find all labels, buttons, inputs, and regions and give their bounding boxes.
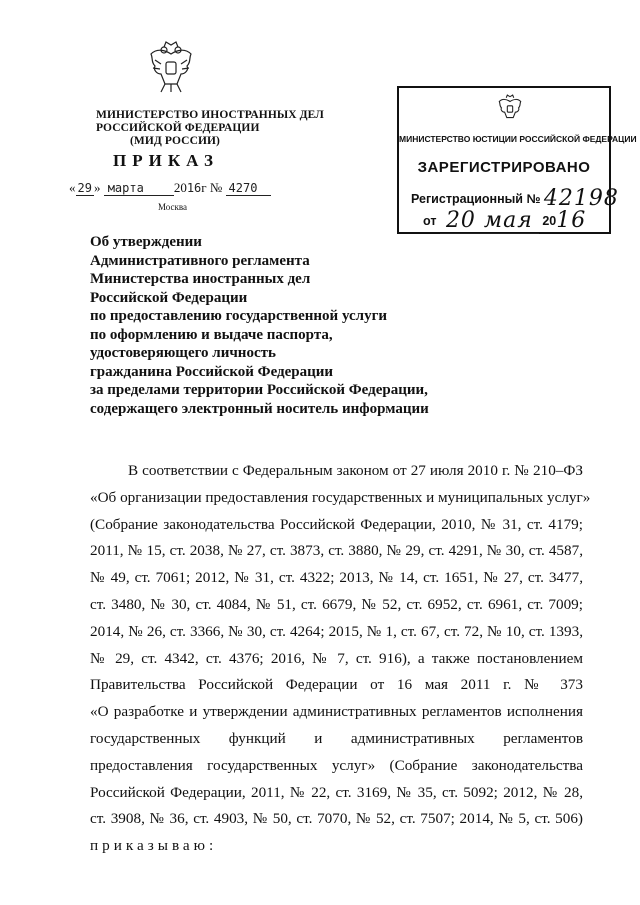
body-line: ст. 3480, № 30, ст. 4084, № 51, ст. 6679, № 52, ст. 6952, ст. 6961, ст. 7009; xyxy=(90,595,583,613)
title-line: Административного регламента xyxy=(90,252,310,269)
stamp-ministry: МИНИСТЕРСТВО ЮСТИЦИИ РОССИЙСКОЙ ФЕДЕРАЦИИ xyxy=(399,134,637,144)
title-line: Российской Федерации xyxy=(90,289,248,306)
city-label: Москва xyxy=(158,202,187,212)
body-line: 2011, № 15, ст. 2038, № 27, ст. 3873, ст. 3880, № 29, ст. 4291, № 30, ст. 4587, xyxy=(90,542,583,560)
order-date-line: « 29 » марта 2016г № 4270 xyxy=(69,180,271,196)
title-line: удостоверяющего личность xyxy=(90,345,276,361)
body-line: ст. 3908, № 36, ст. 4903, № 50, ст. 7070, № 52, ст. 7507; 2014, № 5, ст. 506) xyxy=(90,810,583,828)
stamp-year-handwritten: 16 xyxy=(556,208,587,233)
body-line: Правительства Российской Федерации от 16 мая 2011 г. № 373 xyxy=(90,676,583,694)
stamp-year-prefix: 20 xyxy=(542,214,557,228)
title-line: по предоставлению государственной услуги xyxy=(90,308,388,324)
stamp-reg-number: 42198 xyxy=(543,186,619,211)
body-line: государственных функций и административных регламентов xyxy=(90,729,583,747)
stamp-date-handwritten: 20 мая xyxy=(440,208,539,234)
title-line: Об утверждении xyxy=(90,234,202,250)
order-year-suffix: 16 xyxy=(186,181,202,195)
closing-word: приказываю: xyxy=(90,837,218,855)
ministry-line: МИНИСТЕРСТВО ИНОСТРАННЫХ ДЕЛ xyxy=(96,109,324,121)
title-line: гражданина Российской Федерации xyxy=(90,363,334,380)
order-title xyxy=(90,233,429,418)
order-day: 29 xyxy=(77,181,92,195)
order-year-prefix: 20 xyxy=(173,180,187,195)
body-line: В соответствии с Федеральным законом от 27 июля 2010 г. № 210–ФЗ xyxy=(128,462,583,479)
state-emblem-icon xyxy=(143,40,199,96)
order-year-marker: г xyxy=(201,180,207,195)
order-month: марта xyxy=(104,181,174,196)
stamp-reg-label: Регистрационный № xyxy=(411,192,541,206)
body-line: Российской Федерации, 2011, № 22, ст. 3169, № 35, ст. 5092; 2012, № 28, xyxy=(90,783,583,801)
ministry-line: РОССИЙСКОЙ ФЕДЕРАЦИИ xyxy=(96,122,260,134)
stamp-date-line xyxy=(423,206,586,232)
stamp-date-prefix: от xyxy=(423,214,437,228)
order-number-sign: № xyxy=(209,180,223,195)
title-line: содержащего электронный носитель информации xyxy=(90,400,429,417)
body-line: 2014, № 26, ст. 3366, № 30, ст. 4264; 2015, № 1, ст. 67, ст. 72, № 10, ст. 1393, xyxy=(90,622,583,640)
title-line: Министерства иностранных дел xyxy=(90,271,311,287)
order-number: 4270 xyxy=(226,181,272,196)
body-line: (Собрание законодательства Российской Федерации, 2010, № 31, ст. 4179; xyxy=(90,515,583,533)
body-line: № 49, ст. 7061; 2012, № 31, ст. 4322; 2013, № 14, ст. 1651, № 27, ст. 3477, xyxy=(90,569,583,587)
stamp-status: ЗАРЕГИСТРИРОВАНО xyxy=(417,159,591,176)
body-line: предоставления государственных услуг» (Собрание законодательства xyxy=(90,756,583,774)
body-line: № 29, ст. 4342, ст. 4376; 2016, № 7, ст. 916), а также постановлением xyxy=(90,649,583,667)
title-line: по оформлению и выдаче паспорта, xyxy=(90,326,333,343)
registration-stamp xyxy=(397,86,637,234)
body-line: «О разработке и утверждении административных регламентов исполнения xyxy=(90,703,583,721)
doc-type-title: ПРИКАЗ xyxy=(113,151,219,170)
ministry-line: (МИД РОССИИ) xyxy=(130,135,220,147)
stamp-emblem-icon xyxy=(495,94,525,124)
title-line: за пределами территории Российской Федерации, xyxy=(90,382,428,398)
order-body xyxy=(90,458,591,860)
body-line: «Об организации предоставления государственных и муниципальных услуг» xyxy=(90,488,591,506)
ministry-header xyxy=(96,109,324,148)
